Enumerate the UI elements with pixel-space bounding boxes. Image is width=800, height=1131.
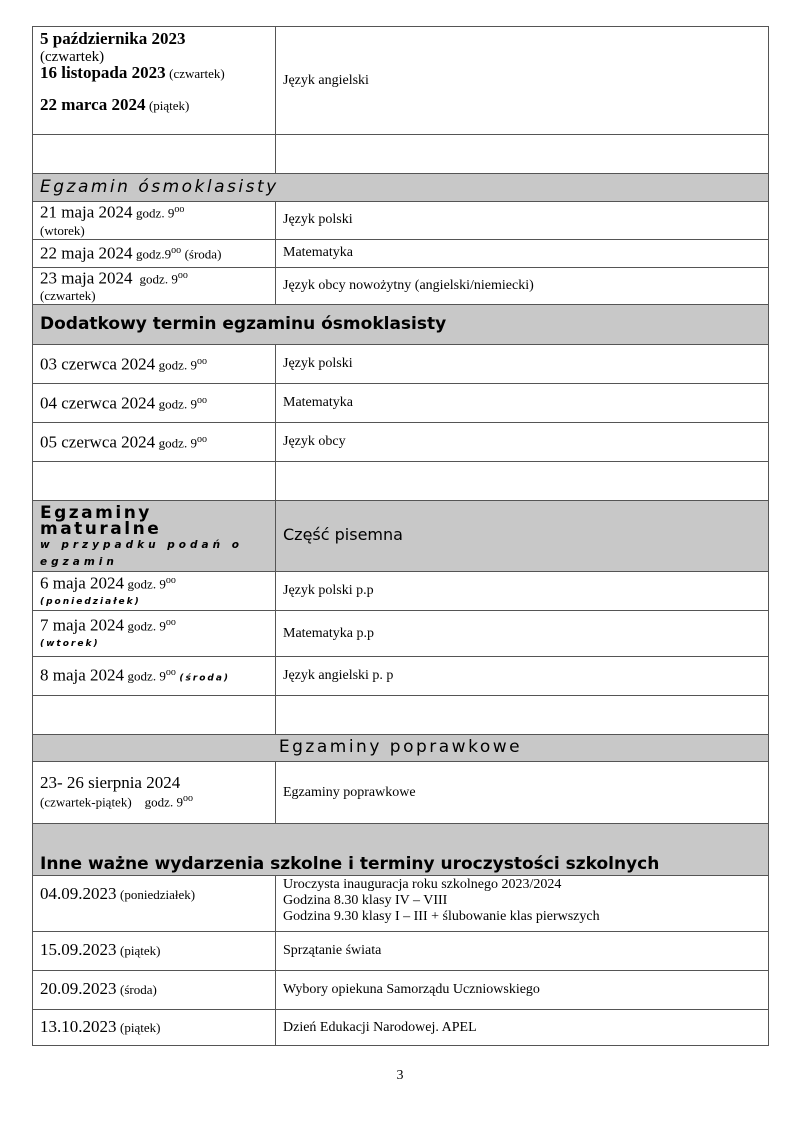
day-text: (środa) (184, 246, 222, 262)
subject-cell: Egzaminy poprawkowe (276, 762, 769, 824)
subject-cell: Język angielski p. p (276, 657, 769, 696)
time-text: godz. 9 (158, 396, 197, 412)
date-text: 20.09.2023 (40, 979, 117, 999)
table-row (33, 462, 769, 501)
table-row (33, 971, 769, 1010)
date-text: 21 maja 2024 (40, 202, 133, 222)
empty-cell (276, 462, 769, 501)
date-text: 23 maja 2024 (40, 268, 133, 288)
section-header-row (33, 735, 769, 762)
subject-cell: Matematyka p.p (276, 611, 769, 657)
day-text: (poniedziałek) (40, 596, 141, 607)
subject-cell: Matematyka (276, 239, 769, 267)
section-header-row (33, 174, 769, 202)
date-text: 5 października 2023 (40, 29, 186, 48)
subject-cell: Język polski (276, 202, 769, 240)
table-row (33, 135, 769, 174)
section-header (33, 501, 276, 572)
table-row (33, 657, 769, 696)
time-text: godz. 9 (144, 794, 183, 810)
time-sup: oo (165, 617, 176, 629)
table-row (33, 27, 769, 135)
time-text: godz.9 (136, 246, 172, 262)
date-cell (33, 762, 276, 824)
date-text: 04 czerwca 2024 (40, 393, 156, 413)
time-text: godz. 9 (127, 669, 166, 685)
date-cell (33, 423, 276, 462)
date-text: 7 maja 2024 (40, 616, 125, 636)
time-sup: oo (165, 667, 176, 679)
day-text: (piątek) (120, 1019, 161, 1035)
section-header: Egzaminy poprawkowe (33, 735, 769, 762)
date-cell (33, 345, 276, 384)
section-header-row (33, 305, 769, 345)
day-text: (czwartek) (40, 288, 96, 304)
date-cell (33, 267, 276, 305)
table-row (33, 611, 769, 657)
date-cell (33, 876, 276, 932)
day-text: (czwartek-piątek) (40, 794, 132, 810)
date-cell (33, 657, 276, 696)
empty-cell (33, 135, 276, 174)
time-text: godz. 9 (139, 271, 178, 287)
subject-cell: Język polski (276, 345, 769, 384)
date-cell (33, 27, 276, 135)
empty-cell (276, 135, 769, 174)
subheader-text: w przypadku podań o egzamin (40, 539, 243, 569)
time-sup: oo (171, 244, 182, 256)
table-row (33, 1010, 769, 1046)
date-text: 05 czerwca 2024 (40, 432, 156, 452)
table-row (33, 423, 769, 462)
date-text: 8 maja 2024 (40, 666, 125, 686)
table-row (33, 202, 769, 240)
subject-cell: Matematyka (276, 384, 769, 423)
subject-cell (276, 876, 769, 932)
date-text: 04.09.2023 (40, 884, 117, 904)
date-cell (33, 971, 276, 1010)
day-text: (wtorek) (40, 639, 100, 650)
date-text: 13.10.2023 (40, 1016, 117, 1036)
time-text: godz. 9 (158, 435, 197, 451)
date-text: 23- 26 sierpnia 2024 (40, 773, 181, 793)
subject-cell: Język obcy (276, 423, 769, 462)
subject-cell: Język polski p.p (276, 572, 769, 611)
empty-cell (33, 696, 276, 735)
table-row (33, 267, 769, 305)
time-sup: oo (177, 269, 188, 281)
day-text: (piątek) (120, 943, 161, 959)
time-sup: oo (196, 433, 207, 445)
empty-cell (276, 696, 769, 735)
table-row (33, 696, 769, 735)
subject-cell: Język angielski (276, 27, 769, 135)
time-text: godz. 9 (158, 357, 197, 373)
event-line: Uroczysta inauguracja roku szkolnego 2023/2024 (283, 877, 562, 893)
subject-cell: Język obcy nowożytny (angielski/niemiecki) (276, 267, 769, 305)
time-sup: oo (196, 394, 207, 406)
section-header-row (33, 824, 769, 876)
date-cell (33, 202, 276, 240)
table-row (33, 876, 769, 932)
section-header-row (33, 501, 769, 572)
date-text: 6 maja 2024 (40, 573, 125, 593)
day-text: (piątek) (148, 98, 190, 113)
date-cell (33, 932, 276, 971)
day-text: (czwartek) (169, 66, 225, 81)
subject-cell: Sprzątanie świata (276, 932, 769, 971)
date-text: 03 czerwca 2024 (40, 354, 156, 374)
date-cell (33, 611, 276, 657)
date-cell (33, 1010, 276, 1046)
event-line: Godzina 8.30 klasy IV – VIII (283, 893, 448, 909)
date-text: 16 listopada 2023 (40, 63, 166, 82)
time-sup: oo (182, 793, 193, 805)
section-header-right: Część pisemna (276, 501, 769, 572)
page-number: 3 (396, 1068, 404, 1083)
empty-cell (33, 462, 276, 501)
day-text: (poniedziałek) (120, 887, 196, 903)
time-text: godz. 9 (136, 205, 175, 221)
date-text: 15.09.2023 (40, 940, 117, 960)
day-text: (środa) (179, 674, 231, 685)
day-text: (środa) (120, 982, 157, 998)
table-row (33, 932, 769, 971)
event-line: Godzina 9.30 klasy I – III + ślubowanie klas pierwszych (283, 909, 600, 925)
time-sup: oo (174, 204, 185, 215)
date-text: 22 maja 2024 (40, 243, 133, 263)
time-sup: oo (196, 355, 207, 367)
day-text: (czwartek) (40, 49, 105, 65)
subject-cell: Dzień Edukacji Narodowej. APEL (276, 1010, 769, 1046)
schedule-table (32, 26, 769, 1046)
date-cell (33, 384, 276, 423)
time-sup: oo (165, 574, 176, 586)
table-row (33, 762, 769, 824)
time-text: godz. 9 (127, 619, 166, 635)
section-header: Dodatkowy termin egzaminu ósmoklasisty (33, 305, 769, 345)
section-header: Egzamin ósmoklasisty (33, 174, 769, 202)
date-text: 22 marca 2024 (40, 95, 146, 114)
date-cell (33, 239, 276, 267)
table-row (33, 384, 769, 423)
day-text: (wtorek) (40, 222, 85, 238)
date-cell (33, 572, 276, 611)
subject-cell: Wybory opiekuna Samorządu Uczniowskiego (276, 971, 769, 1010)
header-text: Egzaminy maturalne (40, 503, 162, 540)
section-header: Inne ważne wydarzenia szkolne i terminy uroczystości szkolnych (33, 824, 769, 876)
time-text: godz. 9 (127, 576, 166, 592)
table-row (33, 572, 769, 611)
table-row (33, 345, 769, 384)
table-row (33, 239, 769, 267)
